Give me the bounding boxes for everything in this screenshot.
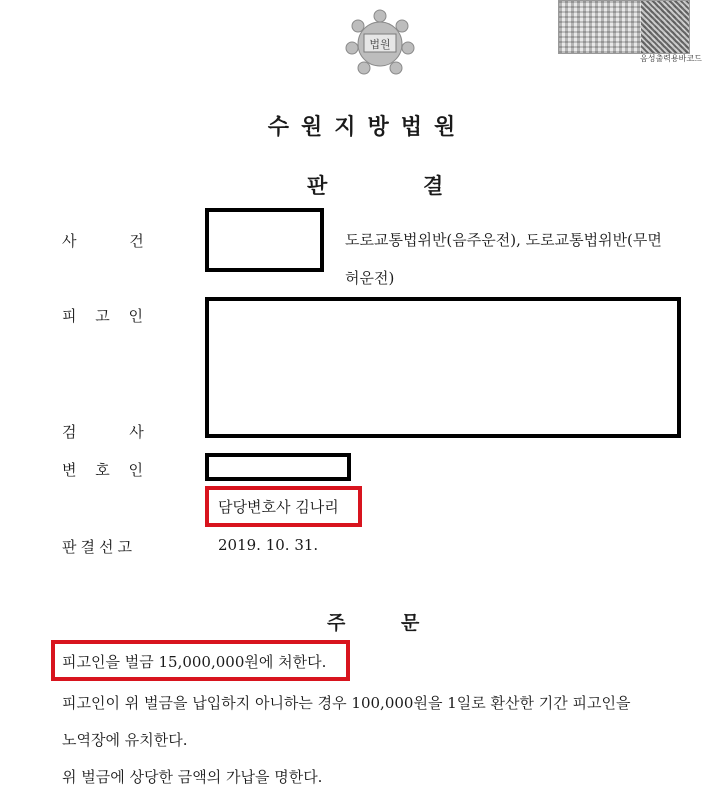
case-label-text: 사 건 (62, 232, 144, 250)
case-label (62, 230, 152, 251)
doc-title-char-1: 판 (307, 174, 328, 198)
order-line-4: 위 벌금에 상당한 금액의 가납을 명한다. (62, 768, 323, 786)
redaction-law-firm (205, 453, 351, 481)
redaction-case-number (205, 208, 324, 272)
court-name: 수원지방법원 (267, 115, 468, 140)
redaction-defendant-info (205, 297, 681, 438)
order-heading-char-1: 주 (327, 612, 346, 634)
prosecutor-label-text: 검 사 (62, 423, 144, 441)
order-line-3: 노역장에 유치한다. (62, 731, 188, 749)
prosecutor-label (62, 421, 144, 442)
case-value-line2: 허운전) (345, 269, 395, 287)
defendant-label (62, 305, 143, 326)
case-value-line1: 도로교통법위반(음주운전), 도로교통법위반(무면 (345, 231, 662, 249)
doc-title-char-2: 결 (423, 174, 444, 198)
counsel-label (62, 459, 143, 480)
barcode-caption: 음성출력용바코드 (640, 54, 702, 63)
date-label-text: 판결선고 (62, 538, 136, 556)
court-seal-emblem (340, 4, 420, 84)
seal-text: 법원 (369, 38, 391, 51)
voice-output-barcode (558, 0, 690, 54)
order-line-1: 피고인을 벌금 15,000,000원에 처한다. (62, 653, 327, 671)
order-heading-char-2: 문 (401, 612, 420, 634)
counsel-value: 담당변호사 김나리 (218, 498, 339, 516)
counsel-label-text: 변 호 인 (62, 461, 144, 479)
defendant-label-text: 피 고 인 (62, 307, 144, 325)
date-value: 2019. 10. 31. (218, 536, 319, 554)
order-line-2: 피고인이 위 벌금을 납입하지 아니하는 경우 100,000원을 1일로 환산한 기간 피고인을 (62, 694, 631, 712)
date-label (62, 536, 136, 557)
